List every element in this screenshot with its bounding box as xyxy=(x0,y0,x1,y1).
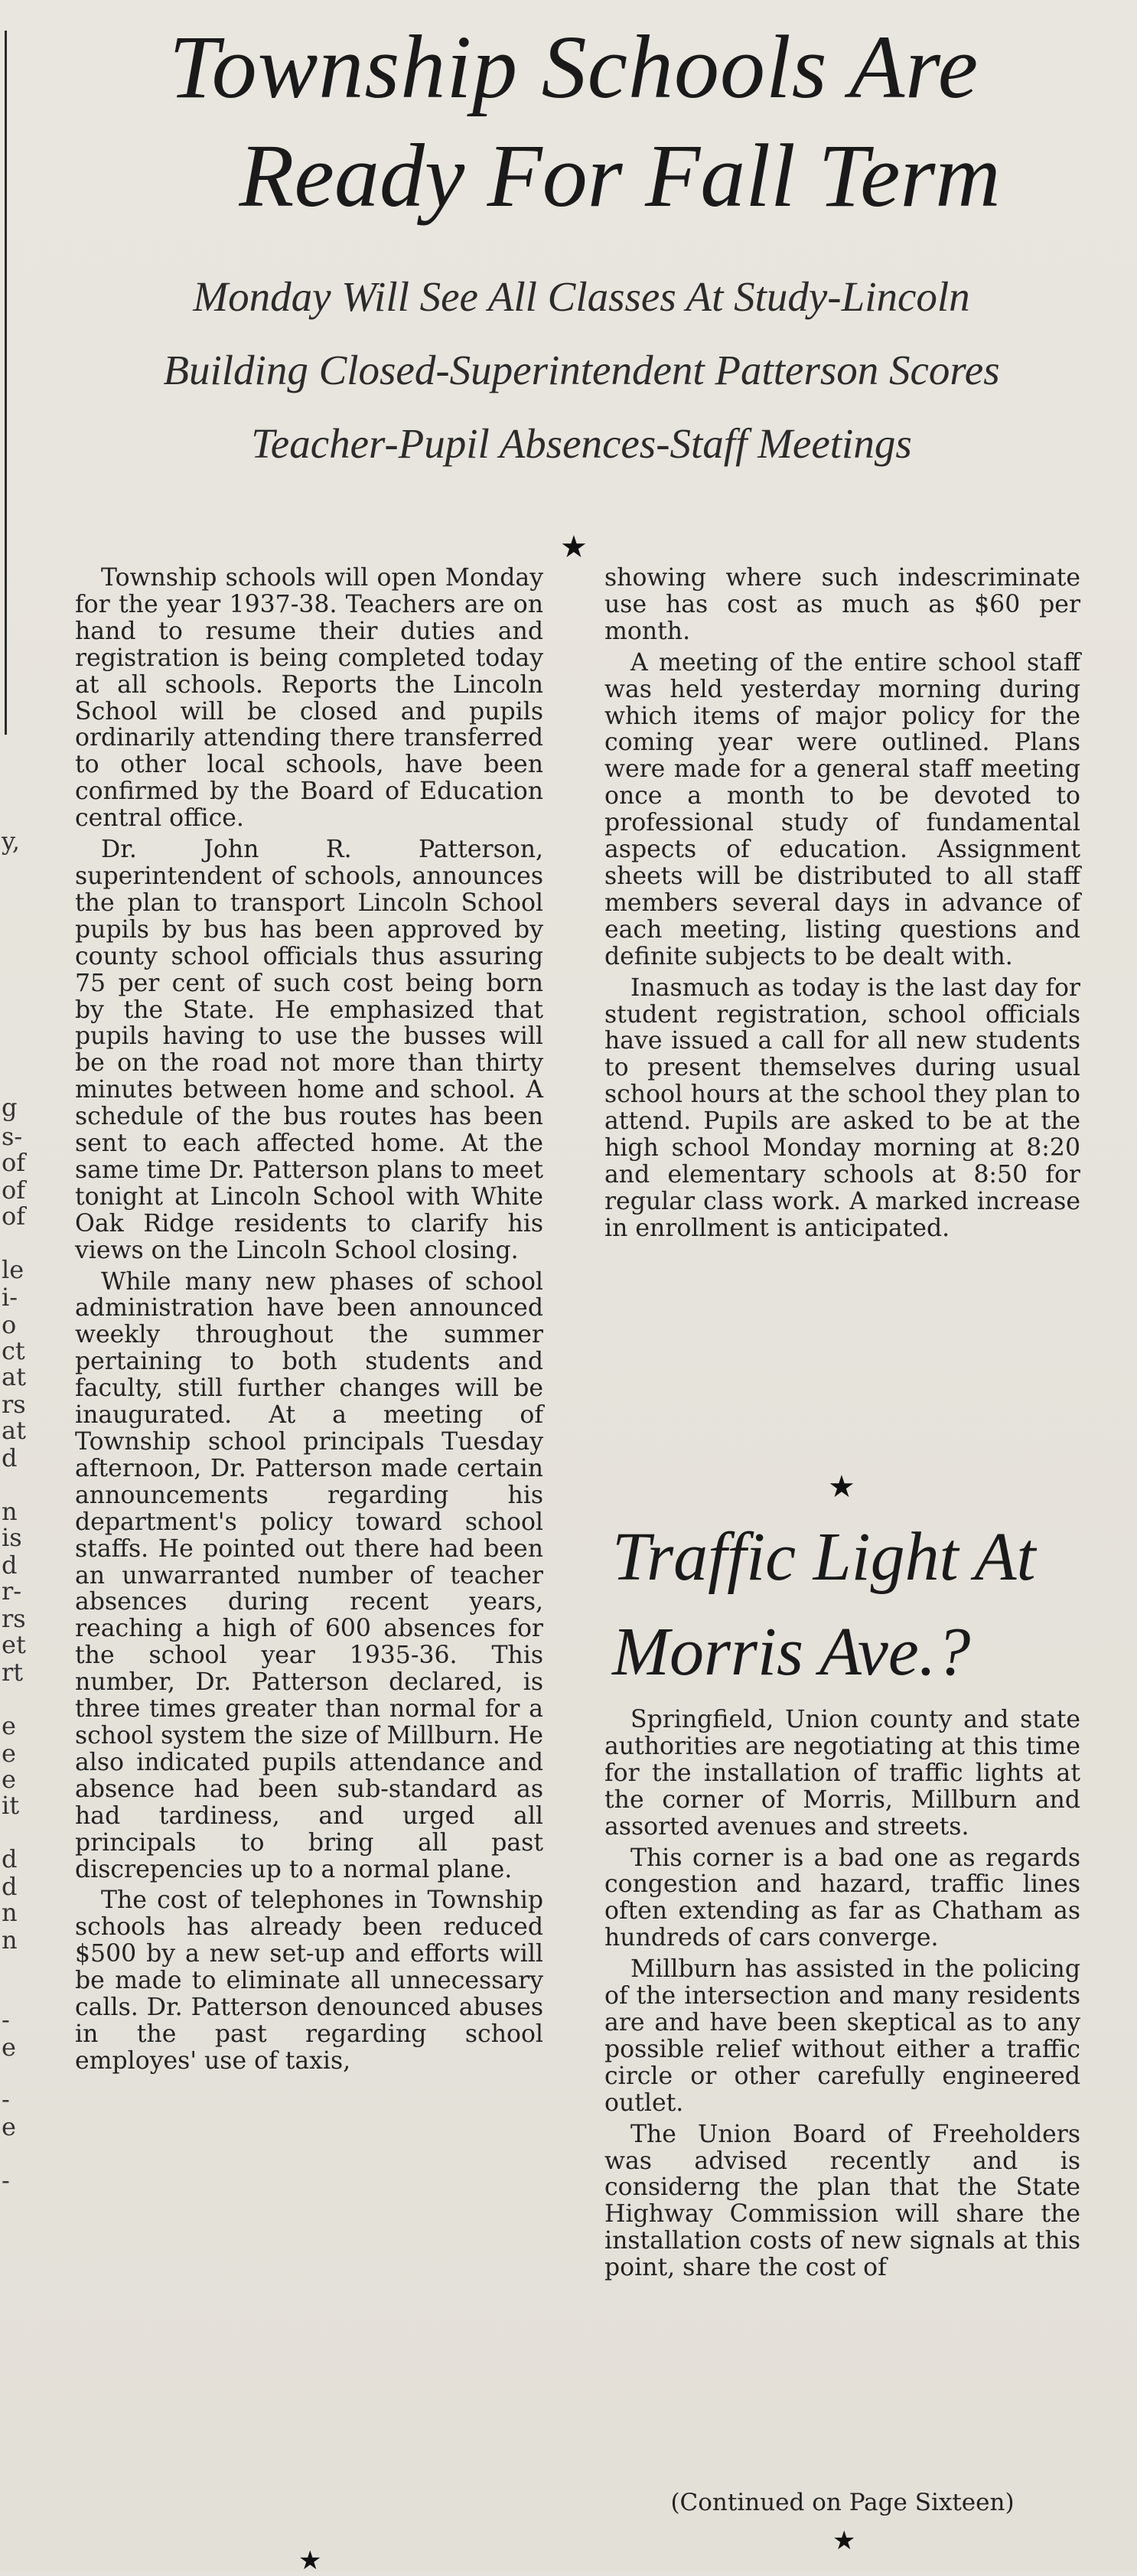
edge-fragment: is xyxy=(2,1523,22,1552)
edge-fragment: - xyxy=(2,2085,10,2114)
paragraph: Township schools will open Monday for the year 1937-38. Teachers are on hand to resume their duties and registration is being completed today at all schools. Reports the Lincoln School will be closed and pupils ordinarily attending there transferred to other local schools, have been confirmed by the Board of Education central office. xyxy=(75,564,543,833)
edge-fragment: i- xyxy=(2,1283,18,1312)
edge-fragment: y, xyxy=(2,827,20,856)
paragraph: Springfield, Union county and state authorities are negotiating at this time for the installation of traffic lights at the corner of Morris, Millburn and assorted avenues and streets. xyxy=(604,1706,1080,1841)
edge-fragment: - xyxy=(2,2005,10,2034)
edge-fragment: g xyxy=(2,1093,18,1122)
deck-line-2: Building Closed-Superintendent Patterson Scores xyxy=(163,347,1000,393)
edge-fragment: n xyxy=(2,1898,18,1927)
edge-fragment: e xyxy=(2,2033,16,2062)
main-headline-line2: Ready For Fall Term xyxy=(239,126,1001,226)
story-column-1 xyxy=(75,565,543,2079)
deck-line-1: Monday Will See All Classes At Study-Lincoln xyxy=(193,273,970,320)
edge-fragment: of xyxy=(2,1202,26,1231)
edge-fragment: - xyxy=(2,2166,10,2195)
edge-fragment: d xyxy=(2,1550,18,1580)
edge-fragment: n xyxy=(2,1497,18,1526)
edge-fragment: e xyxy=(2,2112,16,2141)
star-separator-icon: ★ xyxy=(298,2545,322,2576)
edge-fragment: n xyxy=(2,1925,18,1955)
edge-fragment: et xyxy=(2,1630,26,1659)
second-headline-line1: Traffic Light At xyxy=(612,1519,1036,1595)
edge-fragment: rs xyxy=(2,1390,26,1419)
edge-fragment: rs xyxy=(2,1604,26,1633)
main-headline-line1: Township Schools Are xyxy=(168,17,979,117)
edge-fragment: d xyxy=(2,1443,18,1472)
edge-fragment: o xyxy=(2,1310,17,1339)
second-story-body xyxy=(604,1707,1080,2286)
edge-fragment: e xyxy=(2,1739,16,1768)
edge-fragment: of xyxy=(2,1176,26,1205)
paragraph: The cost of telephones in Township schools has already been reduced $500 by a new set-up and efforts will be made to eliminate all unnecessary calls. Dr. Patterson denounced abuses in the past regarding school employes' use of taxis, xyxy=(75,1886,543,2075)
edge-fragment: d xyxy=(2,1872,18,1901)
continued-notice: (Continued on Page Sixteen) xyxy=(670,2489,1015,2516)
paragraph: This corner is a bad one as regards congestion and hazard, traffic lines often extending as far as Chatham as hundreds of cars converge. xyxy=(604,1844,1080,1952)
paragraph: showing where such indescriminate use has cost as much as $60 per month. xyxy=(604,564,1080,645)
edge-fragment: it xyxy=(2,1791,20,1820)
paragraph: The Union Board of Freeholders was advised recently and is considerng the plan that the State Highway Commission will share the installation costs of new signals at this point, share the cost of xyxy=(604,2120,1080,2282)
paragraph: Dr. John R. Patterson, superintendent of schools, announces the plan to transport Lincoln School pupils by bus has been approved by county school officials thus assuring 75 per cent of such cost being born by the State. He emphasized that pupils having to use the busses will be on the road not more than thirty minutes between home and school. A schedule of the bus routes has been sent to each affected home. At the same time Dr. Patterson plans to meet tonight at Lincoln School with White Oak Ridge residents to clarify his views on the Lincoln School closing. xyxy=(75,836,543,1264)
edge-fragment: e xyxy=(2,1765,16,1794)
paragraph: A meeting of the entire school staff was held yesterday morning during which items of major policy for the coming year were outlined. Plans were made for a general staff meeting once a month to be devoted to professional study of fundamental aspects of education. Assignment sheets will be distributed to all staff members several days in advance of each meeting, listing questions and definite subjects to be dealt with. xyxy=(604,648,1080,970)
star-separator-icon: ★ xyxy=(828,1469,855,1505)
edge-fragment: le xyxy=(2,1255,24,1284)
edge-fragment: e xyxy=(2,1711,16,1740)
edge-fragment: s- xyxy=(2,1122,23,1151)
edge-fragment: at xyxy=(2,1416,26,1445)
edge-fragment: at xyxy=(2,1362,26,1391)
edge-fragment: d xyxy=(2,1844,18,1873)
left-edge-clipped-column xyxy=(0,0,26,2571)
edge-fragment: ct xyxy=(2,1336,25,1365)
paragraph: Millburn has assisted in the policing of the intersection and many residents are and have been skeptical as to any possible relief without either a traffic circle or other carefully engineered outlet. xyxy=(604,1955,1080,2117)
paragraph: Inasmuch as today is the last day for student registration, school officials have issued a call for all new students to present themselves during usual school hours at the school they plan to attend. Pupils are asked to be at the high school Monday morning at 8:20 and elementary schools at 8:50 for regular class work. A marked increase in enrollment is anticipated. xyxy=(604,973,1080,1242)
edge-fragment: of xyxy=(2,1148,26,1177)
star-separator-icon: ★ xyxy=(832,2525,856,2556)
edge-fragment: r- xyxy=(2,1577,22,1606)
deck-line-3: Teacher-Pupil Absences-Staff Meetings xyxy=(251,420,912,467)
edge-fragment: rt xyxy=(2,1658,24,1687)
star-separator-icon: ★ xyxy=(560,530,588,565)
story-column-2 xyxy=(604,565,1080,1247)
paragraph: While many new phases of school administration have been announced weekly throughout the summer pertaining to both students and faculty, still further changes will be inaugurated. At a meeting of Township school principals Tuesday afternoon, Dr. Patterson made certain announcements regarding his department's policy toward school staffs. He pointed out there had been an unwarranted number of teacher absences during recent years, reaching a high of 600 absences for the school year 1935-36. This number, Dr. Patterson declared, is three times greater than normal for a school system the size of Millburn. He also indicated pupils attendance and absence had been sub-standard as had tardiness, and urged all principals to bring all past discrepencies up to a normal plane. xyxy=(75,1267,543,1883)
second-headline-line2: Morris Ave.? xyxy=(612,1614,971,1690)
